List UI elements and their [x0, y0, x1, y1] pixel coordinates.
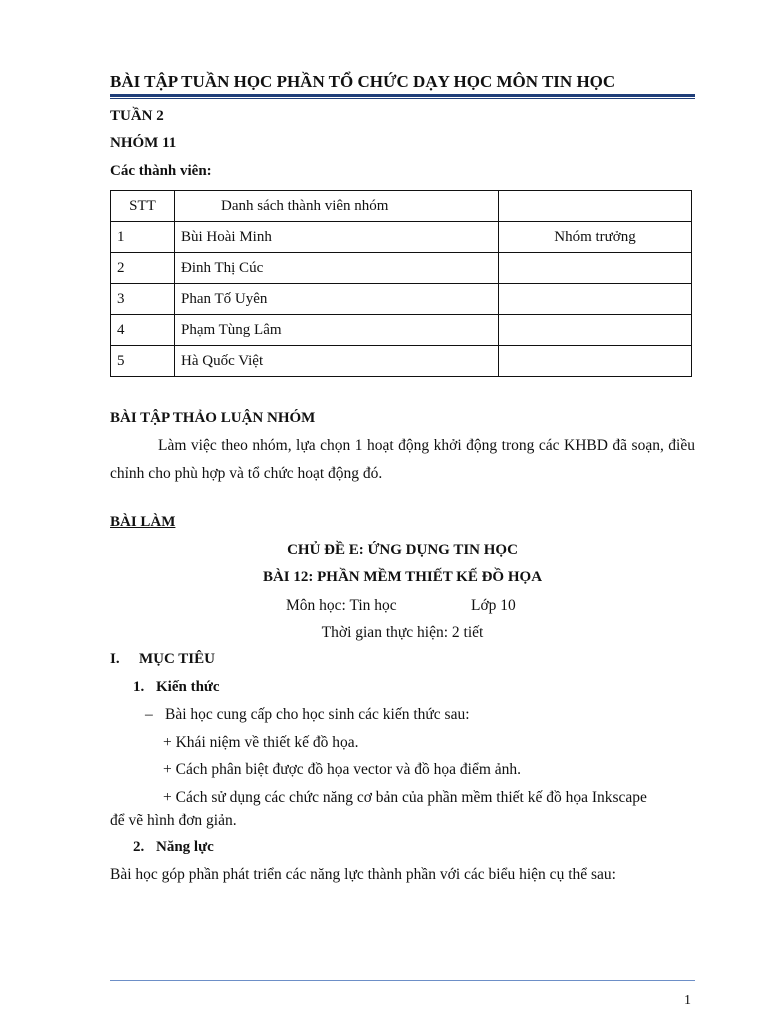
- group-label: NHÓM 11: [110, 135, 177, 151]
- cell-role: [499, 346, 692, 377]
- cell-name: Phan Tố Uyên: [175, 284, 499, 315]
- knowledge-item-continued: để vẽ hình đơn giản.: [110, 812, 237, 829]
- knowledge-item: + Khái niệm về thiết kế đồ họa.: [163, 734, 359, 751]
- subject-label: Môn học: Tin học: [286, 597, 397, 614]
- table-row: [111, 315, 692, 346]
- members-label: Các thành viên:: [110, 163, 212, 179]
- page-number: 1: [684, 993, 691, 1008]
- cell-stt: 3: [111, 284, 175, 315]
- topic-title: CHỦ ĐỀ E: ỨNG DỤNG TIN HỌC: [287, 542, 518, 558]
- competency-number: 2.: [133, 839, 145, 855]
- footer-rule: [110, 980, 695, 981]
- title-underline-thin: [110, 98, 695, 99]
- assignment-heading: BÀI TẬP THẢO LUẬN NHÓM: [110, 410, 316, 426]
- table-row: [111, 253, 692, 284]
- assignment-text: Làm việc theo nhóm, lựa chọn 1 hoạt động khởi động trong các KHBD đã soạn, điều chỉnh cho phù hợp và tổ chức hoạt động đó.: [110, 437, 695, 482]
- knowledge-number: 1.: [133, 679, 145, 695]
- objectives-numeral: I.: [110, 651, 120, 667]
- competency-heading: Năng lực: [156, 839, 214, 855]
- grade-label: Lớp 10: [471, 597, 516, 614]
- assignment-paragraph: [110, 432, 695, 488]
- dash-bullet: –: [145, 706, 153, 723]
- title-underline-thick: [110, 94, 695, 97]
- cell-name: Đinh Thị Cúc: [175, 253, 499, 284]
- header-cell-name: Danh sách thành viên nhóm: [175, 191, 499, 222]
- cell-name: Phạm Tùng Lâm: [175, 315, 499, 346]
- document-title: BÀI TẬP TUẦN HỌC PHẦN TỔ CHỨC DẠY HỌC MÔN TIN HỌC: [110, 72, 616, 91]
- cell-stt: 2: [111, 253, 175, 284]
- knowledge-heading: Kiến thức: [156, 679, 220, 695]
- knowledge-item: + Cách phân biệt được đồ họa vector và đồ họa điểm ảnh.: [163, 761, 522, 778]
- knowledge-item: + Cách sử dụng các chức năng cơ bản của phần mềm thiết kế đồ họa Inkscape: [163, 789, 647, 806]
- cell-role: [499, 284, 692, 315]
- header-cell-role: [499, 191, 692, 222]
- cell-stt: 5: [111, 346, 175, 377]
- members-table: [110, 190, 692, 377]
- table-row: [111, 222, 692, 253]
- competency-text: Bài học góp phần phát triển các năng lực thành phần với các biểu hiện cụ thể sau:: [110, 866, 616, 883]
- cell-name: Hà Quốc Việt: [175, 346, 499, 377]
- table-header-row: [111, 191, 692, 222]
- table-row: [111, 346, 692, 377]
- lesson-title: BÀI 12: PHẦN MỀM THIẾT KẾ ĐỒ HỌA: [262, 569, 543, 585]
- duration-label: Thời gian thực hiện: 2 tiết: [321, 624, 484, 641]
- cell-name: Bùi Hoài Minh: [175, 222, 499, 253]
- cell-role: Nhóm trưởng: [499, 222, 692, 253]
- cell-stt: 1: [111, 222, 175, 253]
- table-row: [111, 284, 692, 315]
- cell-role: [499, 315, 692, 346]
- header-cell-stt: STT: [111, 191, 175, 222]
- week-label: TUẦN 2: [110, 108, 164, 124]
- knowledge-intro: Bài học cung cấp cho học sinh các kiến thức sau:: [165, 706, 470, 723]
- objectives-heading: MỤC TIÊU: [139, 651, 215, 667]
- work-heading: BÀI LÀM: [110, 514, 176, 530]
- cell-stt: 4: [111, 315, 175, 346]
- cell-role: [499, 253, 692, 284]
